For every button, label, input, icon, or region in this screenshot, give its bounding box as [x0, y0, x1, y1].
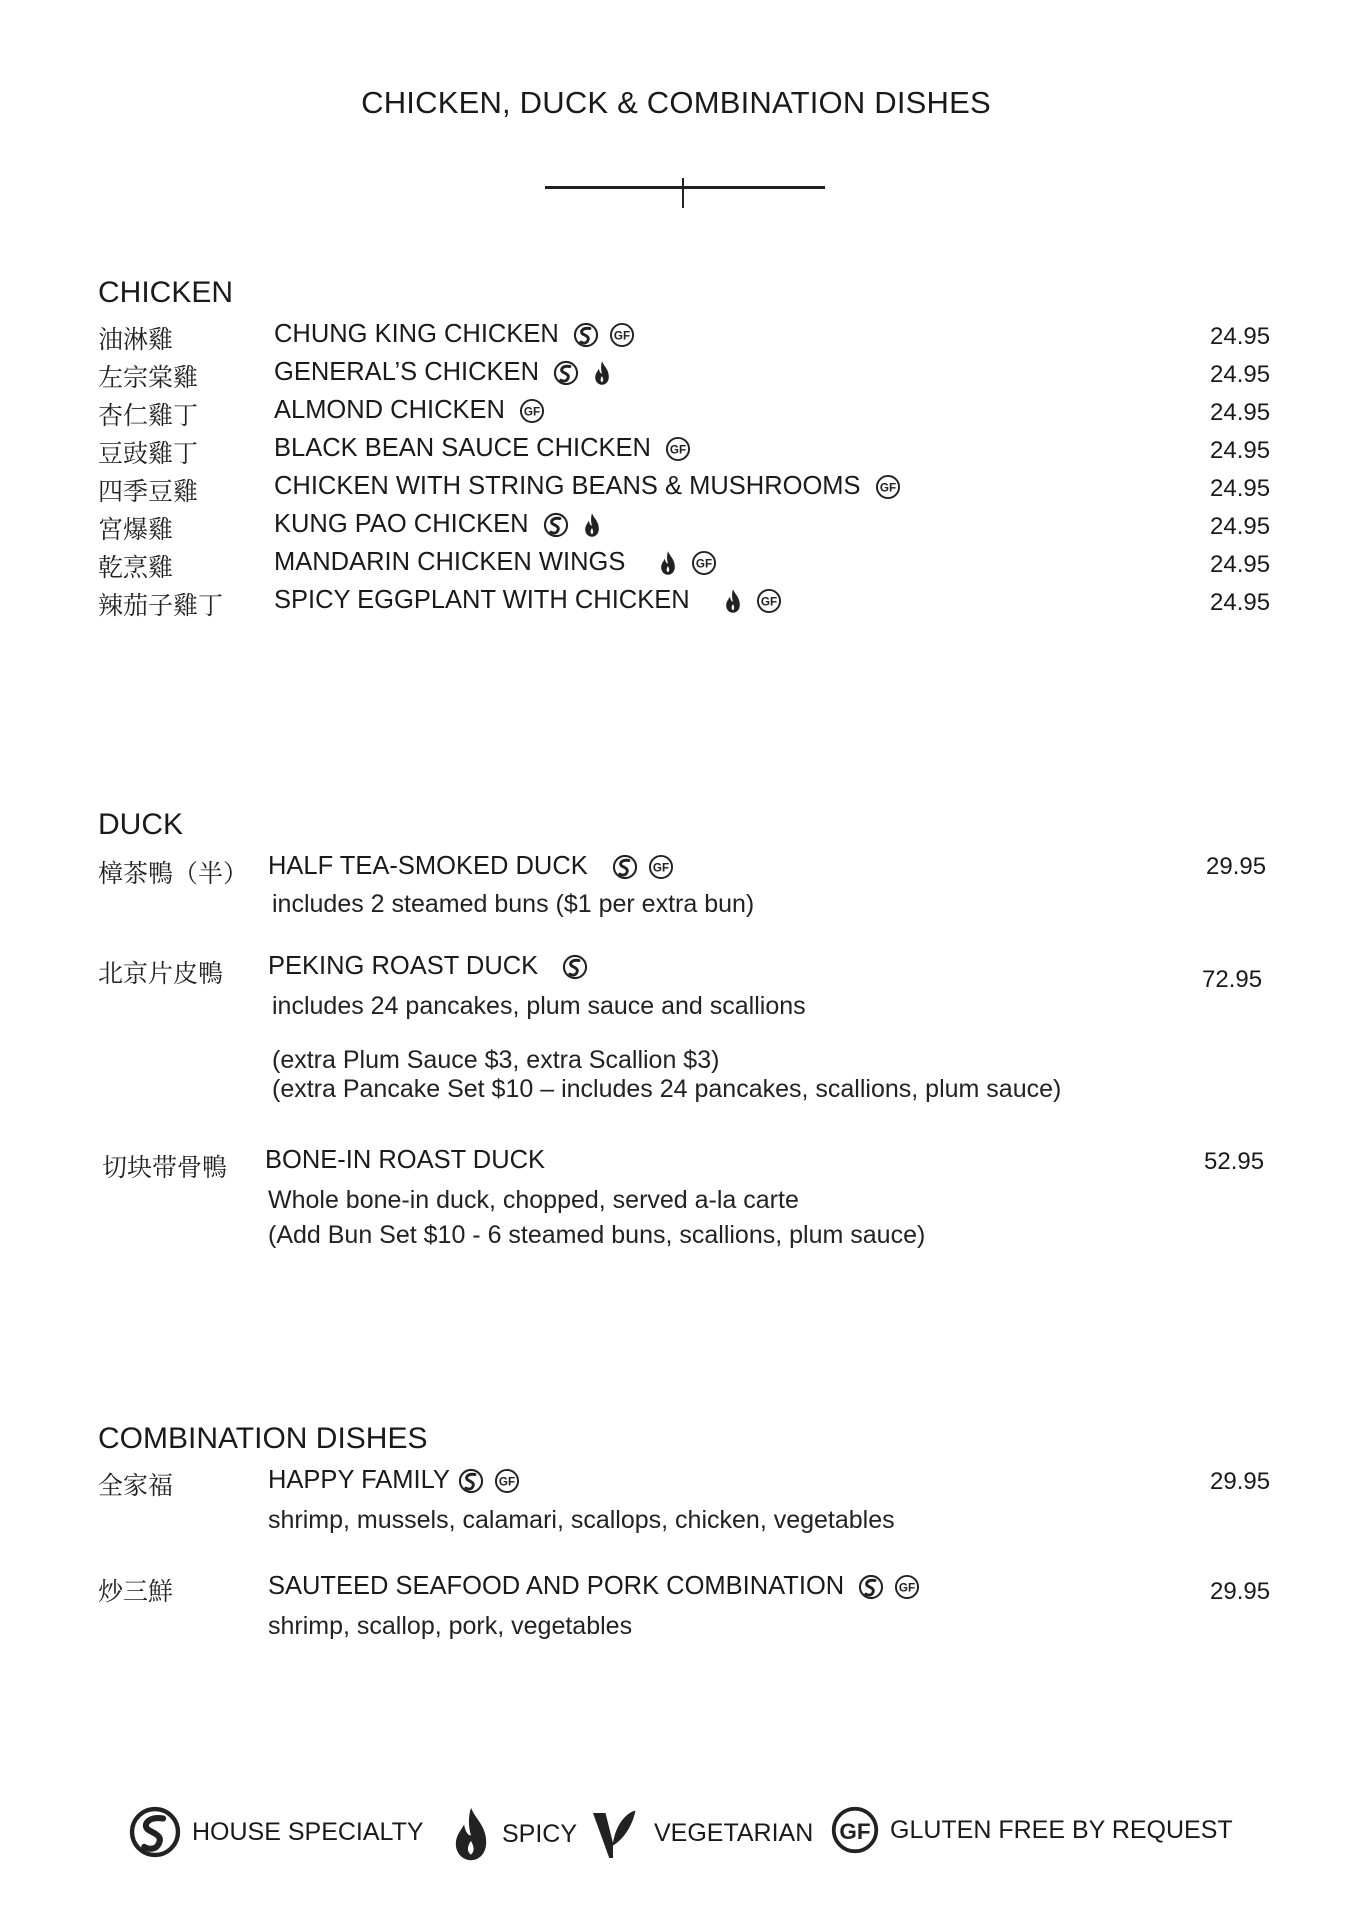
legend-label: HOUSE SPECIALTY [192, 1817, 424, 1846]
legend-label: VEGETARIAN [654, 1818, 814, 1847]
spicy-icon [450, 1805, 492, 1863]
title-divider [545, 186, 825, 189]
svg-text:GF: GF [613, 329, 630, 343]
dish-name: SPICY EGGPLANT WITH CHICKEN [274, 586, 690, 614]
dish-description: (Add Bun Set $10 - 6 steamed buns, scallions, plum sauce) [268, 1221, 926, 1249]
dish-name-row [274, 472, 901, 501]
dish-price: 24.95 [1210, 475, 1271, 502]
house-specialty-icon [858, 1574, 884, 1600]
gluten-free-icon [665, 436, 691, 462]
dish-name: BLACK BEAN SAUCE CHICKEN [274, 434, 651, 462]
dish-name: HALF TEA-SMOKED DUCK [268, 852, 588, 880]
house-specialty-icon [128, 1805, 182, 1859]
svg-text:GF: GF [523, 405, 541, 419]
dish-name-row [274, 434, 691, 463]
dish-chinese-name: 油淋雞 [98, 325, 174, 354]
dish-price: 24.95 [1210, 551, 1271, 578]
dish-chinese-name: 樟茶鴨（半） [98, 859, 249, 888]
dish-description: shrimp, scallop, pork, vegetables [268, 1612, 633, 1640]
dish-name: SAUTEED SEAFOOD AND PORK COMBINATION [268, 1572, 845, 1600]
dish-name-row [274, 358, 615, 387]
section-heading-duck: DUCK [98, 808, 184, 841]
spicy-icon [720, 588, 746, 614]
dish-name-row [274, 586, 782, 615]
gluten-free-icon [756, 588, 782, 614]
dish-name: GENERAL’S CHICKEN [274, 358, 539, 386]
dish-description: shrimp, mussels, calamari, scallops, chicken, vegetables [268, 1506, 895, 1534]
dish-price: 52.95 [1204, 1148, 1265, 1175]
svg-text:GF: GF [669, 443, 687, 457]
dish-price: 29.95 [1206, 853, 1267, 880]
gluten-free-icon [648, 854, 674, 880]
svg-text:GF: GF [899, 1581, 916, 1595]
legend-label: SPICY [502, 1819, 578, 1848]
svg-text:GF: GF [696, 557, 713, 571]
dish-chinese-name: 炒三鮮 [98, 1577, 174, 1606]
dish-description: includes 2 steamed buns ($1 per extra bun) [272, 890, 755, 918]
dish-name: CHUNG KING CHICKEN [274, 320, 559, 348]
svg-text:GF: GF [879, 481, 896, 495]
dish-price: 24.95 [1210, 513, 1271, 540]
dish-price: 24.95 [1210, 323, 1271, 350]
title-divider-tick [682, 178, 684, 208]
dish-chinese-name: 杏仁雞丁 [98, 401, 199, 430]
legend-item-vegetarian [588, 1805, 813, 1861]
gluten-free-icon [519, 398, 545, 424]
svg-text:GF: GF [760, 595, 777, 609]
dish-chinese-name: 全家福 [98, 1471, 174, 1500]
dish-chinese-name: 左宗棠雞 [98, 363, 199, 392]
gluten-free-icon [875, 474, 901, 500]
dish-name-row [268, 852, 674, 881]
dish-chinese-name: 辣茄子雞丁 [98, 591, 224, 620]
dish-name-row [274, 548, 717, 577]
dish-description: Whole bone-in duck, chopped, served a-la carte [268, 1186, 799, 1214]
dish-description: (extra Plum Sauce $3, extra Scallion $3) [272, 1046, 720, 1074]
gluten-free-icon [691, 550, 717, 576]
dish-name: MANDARIN CHICKEN WINGS [274, 548, 626, 576]
house-specialty-icon [612, 854, 638, 880]
dish-description: includes 24 pancakes, plum sauce and scallions [272, 992, 806, 1020]
dish-name-row [274, 510, 605, 539]
gluten-free-icon [494, 1468, 520, 1494]
vegetarian-icon [588, 1805, 638, 1861]
house-specialty-icon [562, 954, 588, 980]
house-specialty-icon [553, 360, 579, 386]
dish-chinese-name: 切块带骨鴨 [102, 1153, 228, 1182]
svg-text:GF: GF [839, 1818, 871, 1844]
spicy-icon [589, 360, 615, 386]
dish-price: 24.95 [1210, 361, 1271, 388]
dish-name: KUNG PAO CHICKEN [274, 510, 529, 538]
dish-name: PEKING ROAST DUCK [268, 952, 539, 980]
dish-price: 72.95 [1202, 966, 1263, 993]
dish-chinese-name: 宮爆雞 [98, 515, 174, 544]
dish-chinese-name: 乾烹雞 [98, 553, 174, 582]
spicy-icon [579, 512, 605, 538]
dish-name: ALMOND CHICKEN [274, 396, 505, 424]
dish-name-row [274, 396, 545, 425]
dish-name-row [268, 1572, 920, 1601]
legend-item-spicy [450, 1805, 577, 1863]
spicy-icon [655, 550, 681, 576]
gluten-free-icon [609, 322, 635, 348]
dish-chinese-name: 豆豉雞丁 [98, 439, 199, 468]
dish-description: (extra Pancake Set $10 – includes 24 pancakes, scallions, plum sauce) [272, 1075, 1062, 1103]
gluten-free-icon [894, 1574, 920, 1600]
svg-text:GF: GF [498, 1475, 515, 1489]
dish-name: BONE-IN ROAST DUCK [265, 1146, 546, 1174]
dish-name: HAPPY FAMILY [268, 1466, 450, 1494]
page-title: CHICKEN, DUCK & COMBINATION DISHES [361, 85, 991, 120]
dish-price: 24.95 [1210, 589, 1271, 616]
dish-price: 29.95 [1210, 1468, 1271, 1495]
dish-name: CHICKEN WITH STRING BEANS & MUSHROOMS [274, 472, 861, 500]
svg-text:GF: GF [652, 861, 669, 875]
dish-chinese-name: 北京片皮鴨 [98, 959, 224, 988]
dish-price: 24.95 [1210, 437, 1271, 464]
gluten-free-icon [830, 1805, 880, 1855]
dish-name-row [274, 320, 635, 349]
legend-label: GLUTEN FREE BY REQUEST [890, 1815, 1233, 1844]
section-heading-combination: COMBINATION DISHES [98, 1422, 428, 1455]
house-specialty-icon [573, 322, 599, 348]
dish-price: 24.95 [1210, 399, 1271, 426]
dish-name-row [268, 952, 588, 981]
legend-item-house-specialty [128, 1805, 424, 1859]
house-specialty-icon [543, 512, 569, 538]
legend-item-gluten-free [830, 1805, 1233, 1855]
house-specialty-icon [458, 1468, 484, 1494]
dish-chinese-name: 四季豆雞 [98, 477, 199, 506]
dish-name-row [268, 1466, 520, 1495]
section-heading-chicken: CHICKEN [98, 276, 234, 309]
dish-price: 29.95 [1210, 1578, 1271, 1605]
